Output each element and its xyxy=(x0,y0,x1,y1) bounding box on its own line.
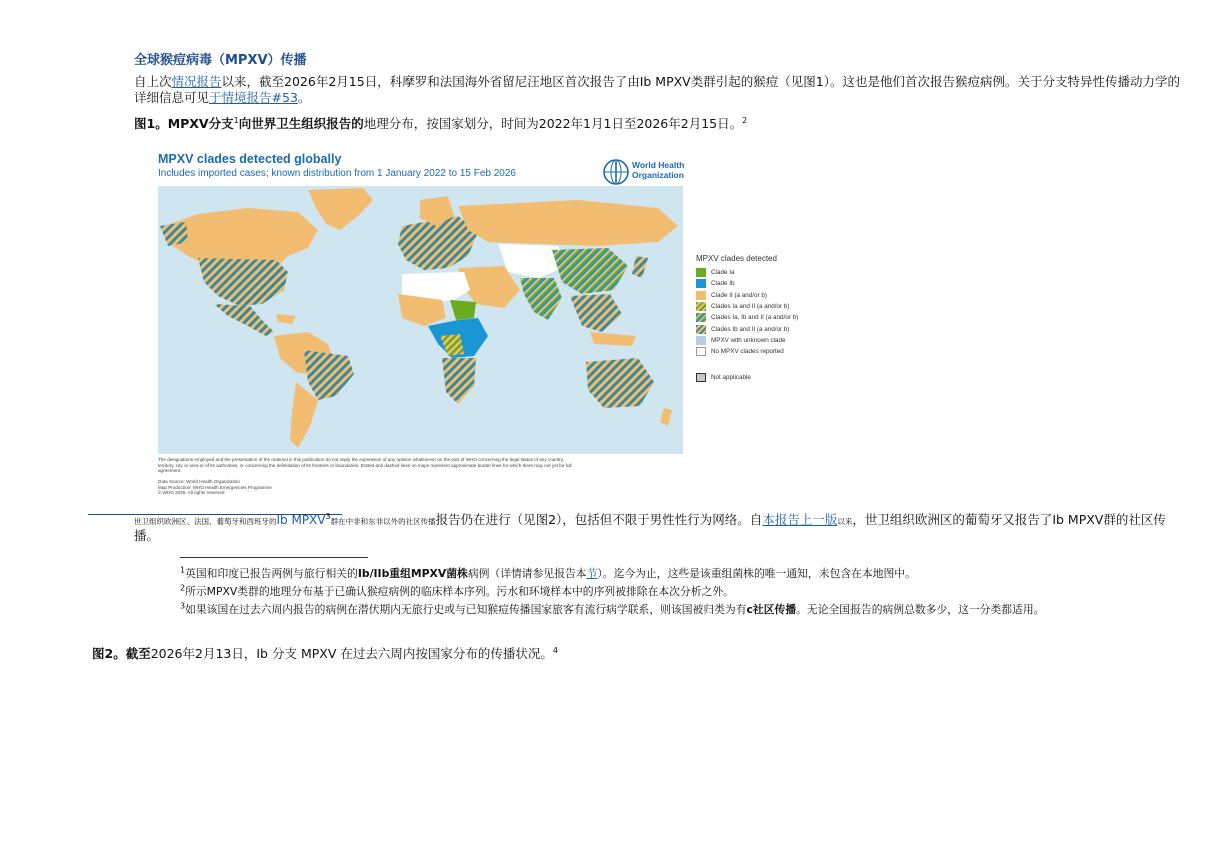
legend-label: Clade Ia xyxy=(711,269,735,277)
para2-small-1: 世卫组织欧洲区、法国、葡萄牙和西班牙的 xyxy=(134,517,277,526)
legend-item-not-applicable xyxy=(696,371,836,382)
central-africa-ia xyxy=(450,300,476,320)
mpxv-map-figure xyxy=(152,146,692,498)
australia xyxy=(586,358,654,408)
para2-small-2: 群在中非和东非以外的社区传播 xyxy=(330,517,436,526)
legend-swatch xyxy=(696,302,706,311)
legend-title: MPXV clades detected xyxy=(696,254,777,263)
footnote-2 xyxy=(180,584,1190,600)
figure1-footnote-ref-1[interactable]: 1 xyxy=(233,115,239,125)
intro-text-2: 以来，截至2026年2月15日，科摩罗和法国海外省留尼汪地区首次报告了由Ib MPXV类群引起的猴痘（见图1）。这也是他们首次报告猴痘病例。关于分支特异性传播动力学的详细信息可见 xyxy=(134,74,1180,105)
footnote-1-section-link[interactable]: 节 xyxy=(586,567,598,580)
legend-swatch xyxy=(696,336,706,345)
footnote-divider xyxy=(180,557,368,558)
legend-item xyxy=(696,290,836,301)
world-map xyxy=(158,186,683,454)
figure1-caption xyxy=(134,114,1194,132)
legend-swatch xyxy=(696,325,706,334)
footnote-3 xyxy=(180,602,1190,618)
situation-report-53-link[interactable]: 于情境报告#53 xyxy=(209,90,298,105)
footnote-2-number: 2 xyxy=(180,583,186,593)
legend-item xyxy=(696,335,836,346)
figure1-caption-rest: 地理分布，按国家划分，时间为2022年1月1日至2026年2月15日。 xyxy=(363,116,743,131)
indonesia xyxy=(590,332,636,346)
footnote-3-text-b: 。无论全国报告的病例总数多少，这一分类都适用。 xyxy=(796,603,1045,616)
legend-swatch xyxy=(696,279,706,288)
russia xyxy=(458,200,678,246)
para2-ib-mpxv: Ib MPXV xyxy=(276,513,326,527)
legend-item xyxy=(696,346,836,357)
footnote-1 xyxy=(180,566,1190,582)
footnote-3-number: 3 xyxy=(180,601,186,611)
intro-paragraph xyxy=(134,74,1190,106)
who-logo-line2: Organization xyxy=(632,170,684,180)
southern-africa xyxy=(442,358,476,404)
map-source xyxy=(158,479,458,496)
figure1-caption-bold2: 向世界卫生组织报告的 xyxy=(238,116,364,131)
map-subtitle: Includes imported cases; known distribution from 1 January 2022 to 15 Feb 2026 xyxy=(158,168,516,179)
para2-footnote-ref-3[interactable]: 3 xyxy=(325,511,331,521)
figure2-caption xyxy=(92,644,1092,662)
figure1-footnote-ref-2[interactable]: 2 xyxy=(742,115,748,125)
legend-swatch xyxy=(696,268,706,277)
drc-mixed xyxy=(440,334,464,356)
footnote-1-text-a: 英国和印度已报告两例与旅行相关的 xyxy=(185,567,358,580)
legend-item xyxy=(696,323,836,334)
footnote-1-text-c: ）。迄今为止，这些是该重组菌株的唯一通知，未包含在本地图中。 xyxy=(597,567,916,580)
map-legend xyxy=(696,254,836,383)
japan xyxy=(632,256,648,278)
legend-item xyxy=(696,312,836,323)
legend-swatch-not-applicable xyxy=(696,373,706,382)
figure1-caption-bold1: 图1。MPXV分支 xyxy=(134,116,234,131)
figure2-caption-bold: 图2。截至 xyxy=(92,646,151,661)
legend-label: Clade II (a and/or b) xyxy=(711,291,768,299)
figure2-footnote-ref-4[interactable]: 4 xyxy=(552,645,558,655)
legend-label: MPXV with unknown clade xyxy=(711,336,786,344)
situation-report-link[interactable]: 情况报告 xyxy=(171,74,222,89)
map-source-line3: © WHO 2026. All rights reserved xyxy=(158,490,225,496)
map-disclaimer: The designations employed and the presentation of the material in this publication do not imply the expression of any opinion whatsoever on the part of WHO concerning the legal status of any country, territory, city or area or of its authorities, or concerning the delimitation of its frontiers or boundaries. Dotted and dashed lines on maps represent approximate border lines for which there may not yet be full agreement. xyxy=(158,457,572,474)
who-logo-line1: World Health xyxy=(632,160,685,170)
legend-label: Clades Ia and II (a and/or b) xyxy=(711,303,790,311)
transmission-paragraph xyxy=(134,513,1190,543)
legend-item xyxy=(696,301,836,312)
intro-text-1: 自上次 xyxy=(134,74,172,89)
legend-items xyxy=(696,267,836,357)
legend-item xyxy=(696,278,836,289)
footnote-3-bold: c社区传播 xyxy=(746,603,797,616)
alaska xyxy=(160,222,188,246)
legend-swatch xyxy=(696,291,706,300)
footnotes xyxy=(180,566,1190,620)
para2-text-2: ，世卫组织欧洲区的葡萄牙又报告了Ib MPXV群的社区传播。 xyxy=(134,512,1166,543)
brazil xyxy=(304,350,354,400)
footnote-1-bold: Ib/IIb重组MPXV菌株 xyxy=(357,567,468,580)
map-title: MPXV clades detected globally xyxy=(158,152,342,166)
new-zealand xyxy=(660,408,672,426)
mexico xyxy=(214,304,274,336)
legend-label: No MPXV clades reported xyxy=(711,348,784,356)
footnote-3-text-a: 如果该国在过去六周内报告的病例在潜伏期内无旅行史或与已知猴痘传播国家旅客有流行病学联系，则该国被归类为有 xyxy=(185,603,747,616)
who-logo-text xyxy=(632,160,684,180)
legend-item xyxy=(696,267,836,278)
section-title: 全球猴痘病毒（MPXV）传播 xyxy=(134,53,307,68)
footnote-1-text-b: 病例（详情请参见报告本 xyxy=(467,567,587,580)
legend-label-not-applicable: Not applicable xyxy=(711,373,751,381)
china xyxy=(552,248,628,294)
para2-small-3: 以来 xyxy=(837,517,853,526)
world-map-svg xyxy=(158,186,683,454)
previous-report-link[interactable]: 本报告上一版 xyxy=(762,512,838,527)
intro-text-3: 。 xyxy=(297,90,311,105)
footnote-2-text: 所示MPXV类群的地理分布基于已确认猴痘病例的临床样本序列。污水和环境样本中的序列被排除在本次分析之外。 xyxy=(185,585,734,598)
southeast-asia xyxy=(570,294,622,332)
legend-label: Clade Ib xyxy=(711,280,735,288)
para2-text-1: 报告仍在进行（见图2），包括但不限于男性性行为网络。自 xyxy=(435,512,763,527)
map-source-line2: Map Production: WHO Health Emergencies Programme xyxy=(158,484,272,490)
map-source-line1: Data Source: World Health Organization xyxy=(158,479,240,484)
greenland xyxy=(308,188,373,230)
legend-swatch xyxy=(696,347,706,356)
india xyxy=(520,278,562,320)
figure2-caption-rest: 2026年2月13日，Ib 分支 MPXV 在过去六周内按国家分布的传播状况。 xyxy=(150,646,553,661)
legend-label: Clades Ia, Ib and II (a and/or b) xyxy=(711,314,799,322)
caribbean xyxy=(276,314,296,324)
usa xyxy=(198,258,288,306)
footnote-1-number: 1 xyxy=(180,565,186,575)
legend-swatch xyxy=(696,313,706,322)
legend-label: Clades Ib and II (a and/or b) xyxy=(711,325,790,333)
